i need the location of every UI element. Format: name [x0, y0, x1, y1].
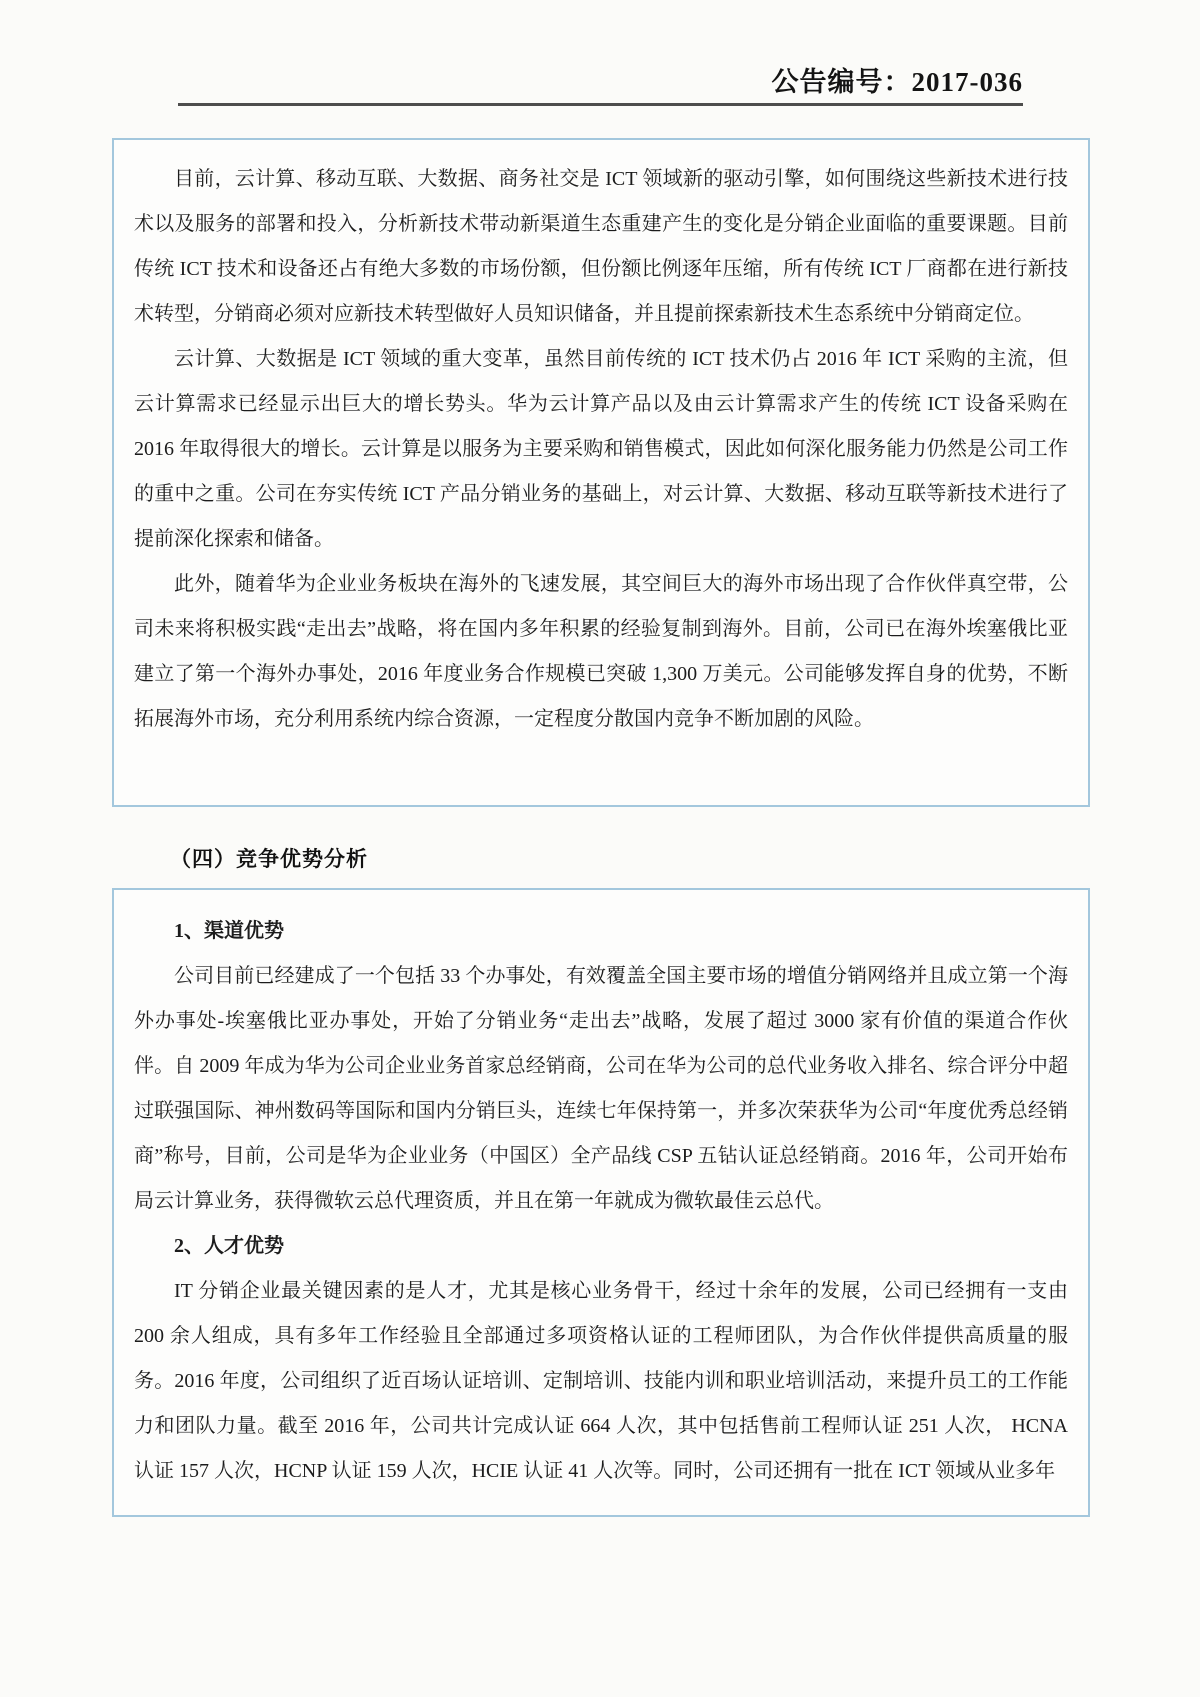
- sub-heading-channel-advantage: 1、渠道优势: [174, 920, 284, 942]
- paragraph-overseas-expansion: 此外，随着华为企业业务板块在海外的飞速发展，其空间巨大的海外市场出现了合作伙伴真空带，公司未来将积极实践“走出去”战略，将在国内多年积累的经验复制到海外。目前，公司已在海外埃塞俄比亚建立了第一个海外办事处，2016 年度业务合作规模已突破 1,300 万美元。公司能够发挥自身的优势，不断拓展海外市场，充分利用系统内综合资源，一定程度分散国内竞争不断加剧的风险。: [134, 573, 1068, 730]
- competitive-advantage-text-box: [112, 888, 1090, 1517]
- sub-heading-talent-advantage: 2、人才优势: [174, 1235, 284, 1257]
- header-rule-divider: [178, 103, 1023, 106]
- paragraph-channel-advantage: 公司目前已经建成了一个包括 33 个办事处，有效覆盖全国主要市场的增值分销网络并且成立第一个海外办事处-埃塞俄比亚办事处，开始了分销业务“走出去”战略，发展了超过 3000 家有价值的渠道合作伙伴。自 2009 年成为华为公司企业业务首家总经销商，公司在华为公司的总代业务收入排名、综合评分中超过联强国际、神州数码等国际和国内分销巨头，连续七年保持第一，并多次荣获华为公司“年度优秀总经销商”称号，目前，公司是华为企业业务（中国区）全产品线 CSP 五钻认证总经销商。2016 年，公司开始布局云计算业务，获得微软云总代理资质，并且在第一年就成为微软最佳云总代。: [134, 965, 1068, 1212]
- announcement-number: 公告编号：2017-036: [771, 67, 1023, 97]
- paragraph-cloud-big-data: 云计算、大数据是 ICT 领域的重大变革，虽然目前传统的 ICT 技术仍占 2016 年 ICT 采购的主流，但云计算需求已经显示出巨大的增长势头。华为云计算产品以及由云计算需求产生的传统 ICT 设备采购在 2016 年取得很大的增长。云计算是以服务为主要采购和销售模式，因此如何深化服务能力仍然是公司工作的重中之重。公司在夯实传统 ICT 产品分销业务的基础上，对云计算、大数据、移动互联等新技术进行了提前深化探索和储备。: [134, 348, 1068, 550]
- paragraph-talent-advantage: IT 分销企业最关键因素的是人才，尤其是核心业务骨干，经过十余年的发展，公司已经拥有一支由 200 余人组成，具有多年工作经验且全部通过多项资格认证的工程师团队，为合作伙伴提供高质量的服务。2016 年度，公司组织了近百场认证培训、定制培训、技能内训和职业培训活动，来提升员工的工作能力和团队力量。截至 2016 年，公司共计完成认证 664 人次，其中包括售前工程师认证 251 人次， HCNA 认证 157 人次，HCNP 认证 159 人次，HCIE 认证 41 人次等。同时，公司还拥有一批在 ICT 领域从业多年: [134, 1280, 1068, 1482]
- section-heading-competitive-advantage: （四）竞争优势分析: [170, 847, 368, 871]
- paragraph-ict-new-engines: 目前，云计算、移动互联、大数据、商务社交是 ICT 领域新的驱动引擎，如何围绕这些新技术进行技术以及服务的部署和投入，分析新技术带动新渠道生态重建产生的变化是分销企业面临的重要课题。目前传统 ICT 技术和设备还占有绝大多数的市场份额，但份额比例逐年压缩，所有传统 ICT 厂商都在进行新技术转型，分销商必须对应新技术转型做好人员知识储备，并且提前探索新技术生态系统中分销商定位。: [134, 168, 1068, 325]
- market-overview-text-box: [112, 138, 1090, 807]
